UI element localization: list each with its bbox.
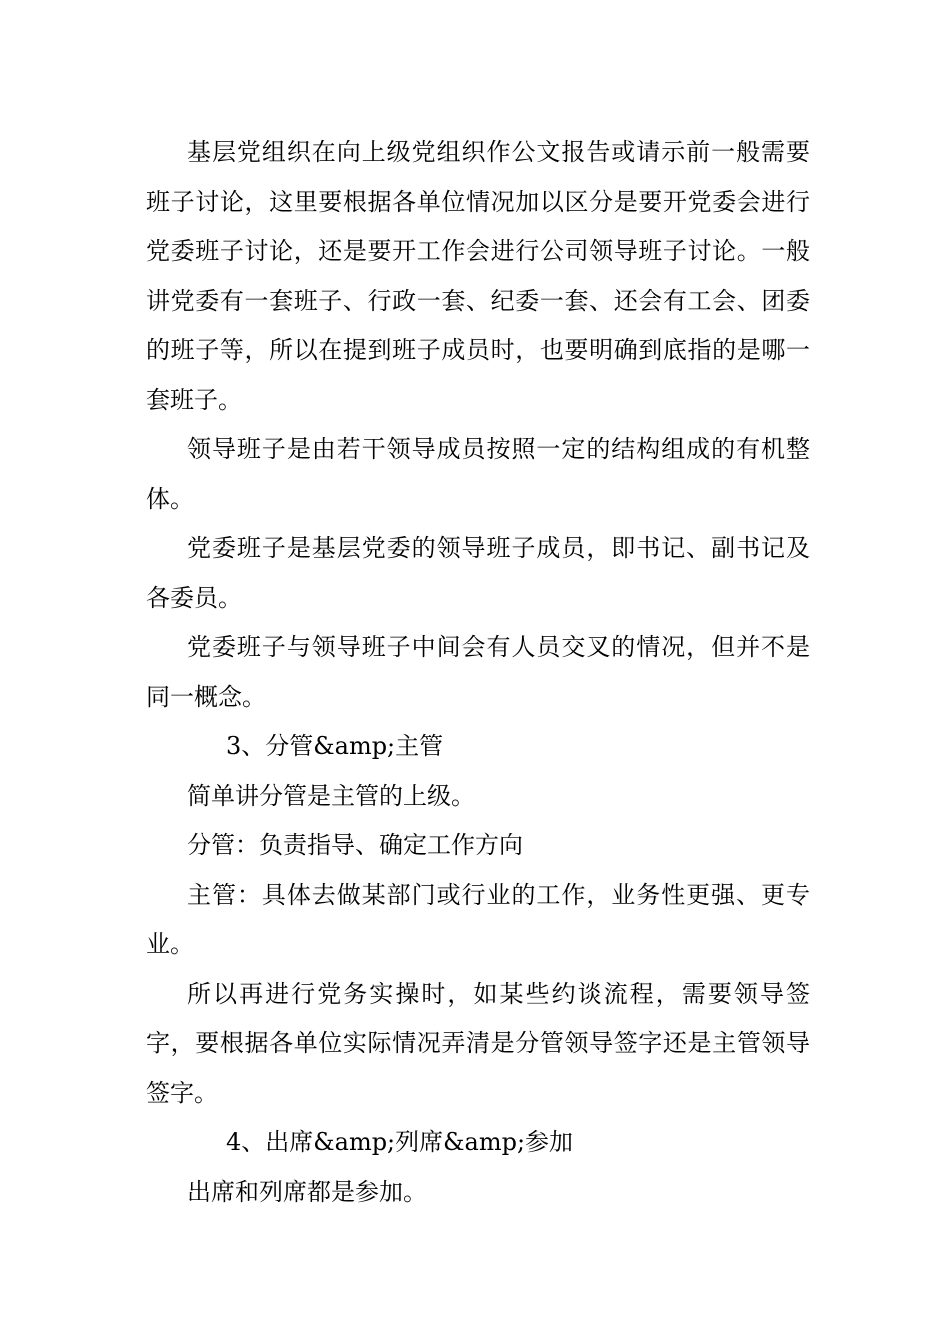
paragraph-section3-practice: 所以再进行党务实操时，如某些约谈流程，需要领导签字，要根据各单位实际情况弄清是分管领导签字还是主管领导签字。 <box>146 979 810 1107</box>
section-heading-4: 4、出席&amp;列席&amp;参加 <box>226 1128 574 1156</box>
paragraph-overlap-note: 党委班子与领导班子中间会有人员交叉的情况，但并不是同一概念。 <box>146 633 810 711</box>
document-body <box>146 128 810 1217</box>
paragraph-party-discussion: 基层党组织在向上级党组织作公文报告或请示前一般需要班子讨论，这里要根据各单位情况加以区分是要开党委会进行党委班子讨论，还是要开工作会进行公司领导班子讨论。一般讲党委有一套班子、行政一套、纪委一套、还会有工会、团委的班子等，所以在提到班子成员时，也要明确到底指的是哪一套班子。 <box>146 138 810 414</box>
paragraph-party-committee-definition: 党委班子是基层党委的领导班子成员，即书记、副书记及各委员。 <box>146 534 810 612</box>
paragraph-section3-fenguan: 分管：负责指导、确定工作方向 <box>187 831 523 859</box>
paragraph-section3-summary: 简单讲分管是主管的上级。 <box>187 781 475 810</box>
paragraph-section3-zhuguan: 主管：具体去做某部门或行业的工作，业务性更强、更专业。 <box>146 880 810 958</box>
paragraph-section4-summary: 出席和列席都是参加。 <box>187 1177 427 1206</box>
paragraph-leadership-definition: 领导班子是由若干领导成员按照一定的结构组成的有机整体。 <box>146 435 810 513</box>
section-heading-3: 3、分管&amp;主管 <box>226 732 444 760</box>
